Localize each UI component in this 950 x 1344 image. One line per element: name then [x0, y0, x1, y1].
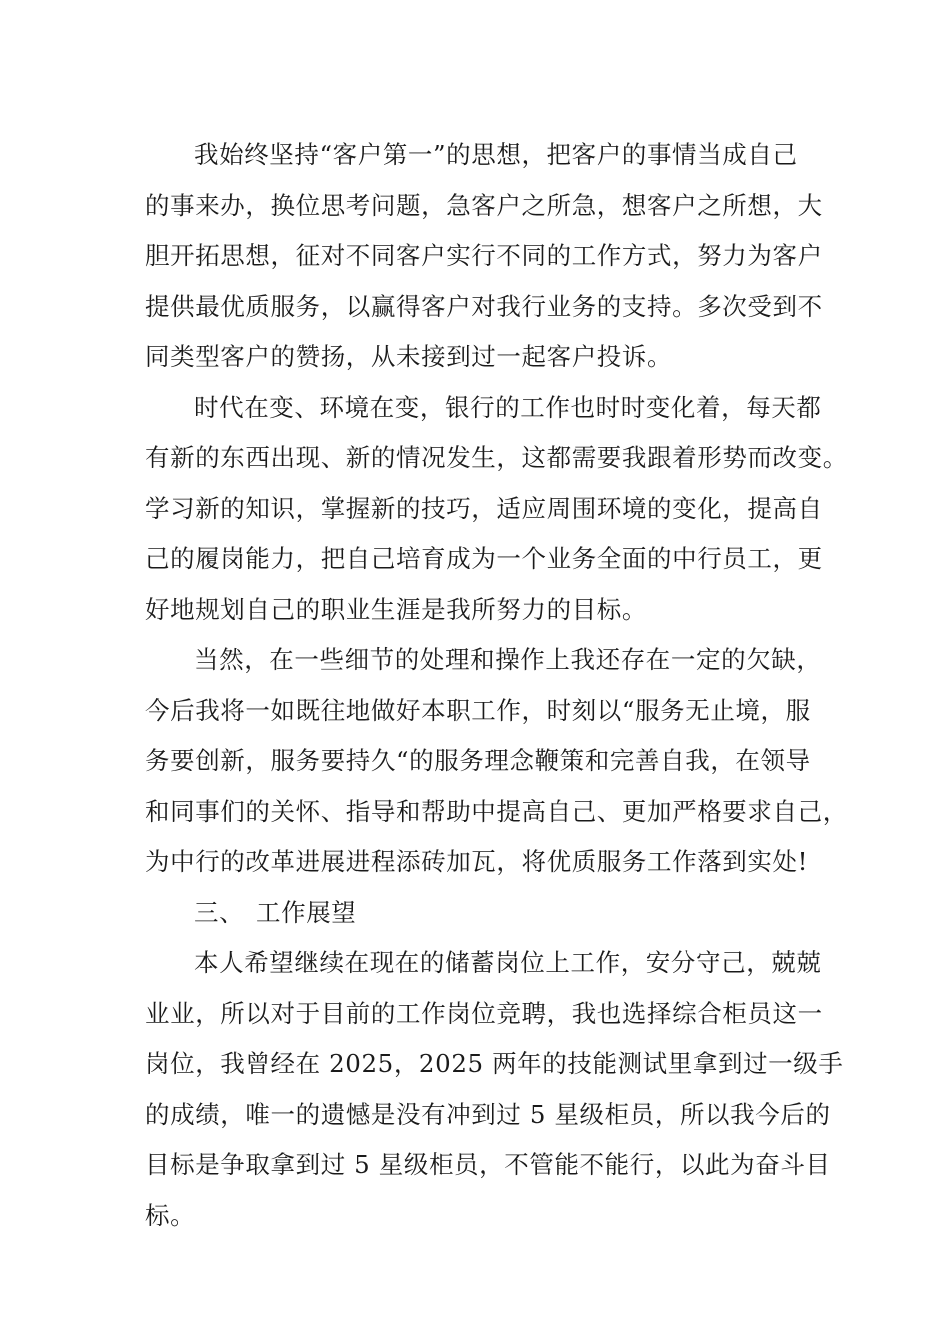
- paragraph-shortcomings: [145, 635, 848, 888]
- paragraph-line: 本人希望继续在现在的储蓄岗位上工作，安分守己，兢兢: [194, 948, 822, 977]
- paragraph-changing-times: [145, 383, 848, 636]
- section-heading-title: 工作展望: [256, 897, 357, 927]
- paragraph-customer-first: [145, 130, 825, 383]
- paragraph-line: 目标是争取拿到过 5 星级柜员，不管能不能行，以此为奋斗目: [145, 1150, 831, 1179]
- paragraph-line: 的成绩，唯一的遗憾是没有冲到过 5 星级柜员，所以我今后的: [145, 1099, 831, 1129]
- paragraph-line: 胆开拓思想，征对不同客户实行不同的工作方式，努力为客户: [145, 241, 823, 270]
- paragraph-line: 今后我将一如既往地做好本职工作，时刻以“服务无止境，服: [145, 695, 811, 725]
- paragraph-line: 业业，所以对于目前的工作岗位竞聘，我也选择综合柜员这一: [145, 998, 823, 1028]
- paragraph-line: 和同事们的关怀、指导和帮助中提高自己、更加严格要求自己，: [145, 796, 848, 826]
- paragraph-line: 好地规划自己的职业生涯是我所努力的目标。: [145, 594, 647, 624]
- paragraph-line: 有新的东西出现、新的情况发生，这都需要我跟着形势而改变。: [145, 443, 848, 472]
- section-heading: [145, 888, 825, 939]
- paragraph-line: 标。: [145, 1200, 196, 1230]
- section-heading-number: 三、: [194, 897, 245, 927]
- paragraph-line: 为中行的改革进展进程添砖加瓦，将优质服务工作落到实处!: [145, 847, 809, 876]
- paragraph-line: 的事来办，换位思考问题，急客户之所急，想客户之所想，大: [145, 190, 823, 220]
- paragraph-line: 当然，在一些细节的处理和操作上我还存在一定的欠缺，: [194, 645, 822, 674]
- paragraph-line: 岗位，我曾经在 2025，2025 两年的技能测试里拿到过一级手: [145, 1049, 844, 1078]
- paragraph-outlook: [145, 938, 844, 1241]
- paragraph-line: 同类型客户的赞扬，从未接到过一起客户投诉。: [145, 342, 673, 371]
- paragraph-line: 学习新的知识，掌握新的技巧，适应周围环境的变化，提高自: [145, 493, 823, 523]
- paragraph-line: 务要创新，服务要持久“的服务理念鞭策和完善自我，在领导: [145, 746, 811, 775]
- paragraph-line: 己的履岗能力，把自己培育成为一个业务全面的中行员工，更: [145, 544, 823, 573]
- document-body: [145, 130, 848, 1241]
- paragraph-line: 时代在变、环境在变，银行的工作也时时变化着，每天都: [194, 392, 822, 422]
- paragraph-line: 我始终坚持“客户第一”的思想，把客户的事情当成自己: [194, 140, 798, 169]
- paragraph-line: 提供最优质服务，以赢得客户对我行业务的支持。多次受到不: [145, 291, 823, 321]
